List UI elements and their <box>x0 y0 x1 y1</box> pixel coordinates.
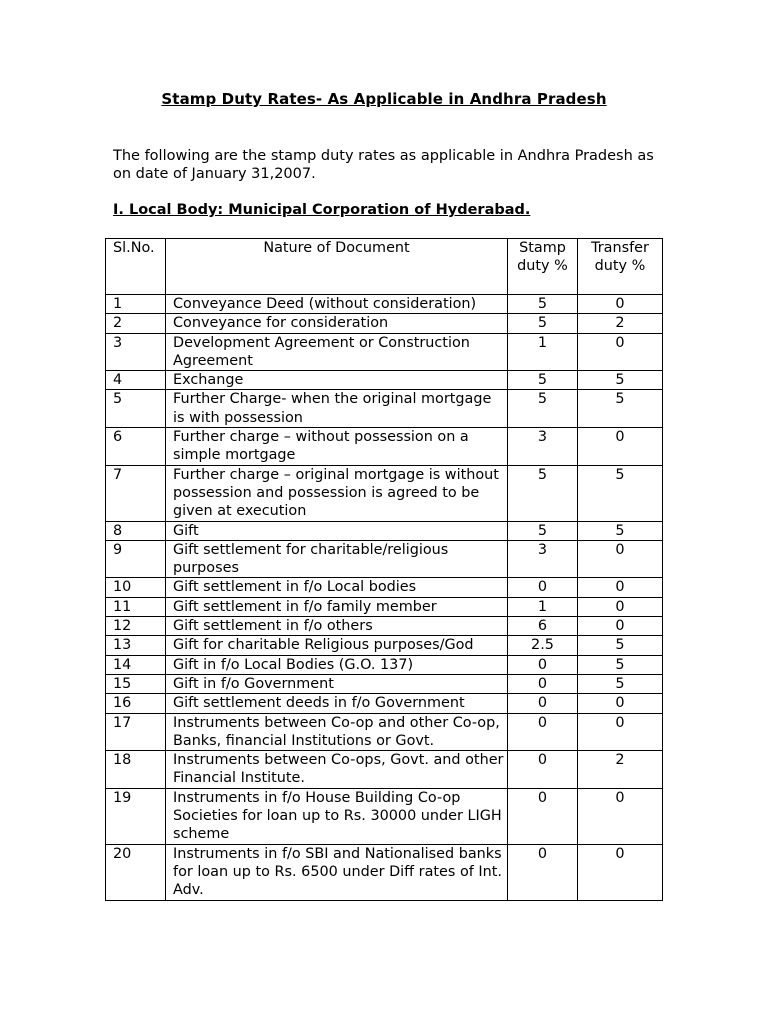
cell-sl-no: 19 <box>106 788 166 844</box>
cell-nature-of-document: Instruments in f/o SBI and Nationalised banks for loan up to Rs. 6500 under Diff rates of Int. Adv. <box>166 844 508 900</box>
header-nature-of-document: Nature of Document <box>166 239 508 295</box>
cell-transfer-duty: 5 <box>578 655 663 674</box>
cell-stamp-duty: 5 <box>508 295 578 314</box>
cell-stamp-duty: 0 <box>508 844 578 900</box>
cell-stamp-duty: 0 <box>508 694 578 713</box>
cell-transfer-duty: 0 <box>578 617 663 636</box>
cell-nature-of-document: Gift <box>166 521 508 540</box>
cell-stamp-duty: 6 <box>508 617 578 636</box>
cell-transfer-duty: 0 <box>578 713 663 751</box>
cell-nature-of-document: Instruments between Co-op and other Co-op, Banks, financial Institutions or Govt. <box>166 713 508 751</box>
cell-transfer-duty: 2 <box>578 751 663 789</box>
cell-transfer-duty: 5 <box>578 465 663 521</box>
cell-sl-no: 11 <box>106 597 166 616</box>
cell-sl-no: 15 <box>106 674 166 693</box>
cell-nature-of-document: Gift settlement in f/o Local bodies <box>166 578 508 597</box>
table-row <box>106 751 663 789</box>
cell-transfer-duty: 5 <box>578 636 663 655</box>
cell-stamp-duty: 0 <box>508 578 578 597</box>
table-header-row <box>106 239 663 295</box>
cell-sl-no: 18 <box>106 751 166 789</box>
cell-nature-of-document: Exchange <box>166 371 508 390</box>
cell-sl-no: 3 <box>106 333 166 371</box>
cell-stamp-duty: 0 <box>508 751 578 789</box>
cell-stamp-duty: 5 <box>508 465 578 521</box>
section-heading: I. Local Body: Municipal Corporation of Hyderabad. <box>113 202 531 218</box>
cell-sl-no: 2 <box>106 314 166 333</box>
cell-stamp-duty: 5 <box>508 371 578 390</box>
cell-nature-of-document: Conveyance Deed (without consideration) <box>166 295 508 314</box>
table-row <box>106 540 663 578</box>
cell-transfer-duty: 0 <box>578 333 663 371</box>
cell-transfer-duty: 2 <box>578 314 663 333</box>
table-body <box>106 295 663 901</box>
table-row <box>106 844 663 900</box>
table-row <box>106 578 663 597</box>
cell-transfer-duty: 0 <box>578 597 663 616</box>
cell-stamp-duty: 0 <box>508 713 578 751</box>
table-row <box>106 371 663 390</box>
cell-transfer-duty: 5 <box>578 521 663 540</box>
cell-transfer-duty: 0 <box>578 295 663 314</box>
table-row <box>106 713 663 751</box>
table-row <box>106 465 663 521</box>
cell-transfer-duty: 0 <box>578 578 663 597</box>
table-row <box>106 788 663 844</box>
table-row <box>106 674 663 693</box>
table-row <box>106 428 663 466</box>
cell-nature-of-document: Gift in f/o Government <box>166 674 508 693</box>
cell-nature-of-document: Gift settlement deeds in f/o Government <box>166 694 508 713</box>
cell-stamp-duty: 1 <box>508 597 578 616</box>
cell-stamp-duty: 5 <box>508 314 578 333</box>
cell-transfer-duty: 5 <box>578 390 663 428</box>
cell-nature-of-document: Gift for charitable Religious purposes/God <box>166 636 508 655</box>
cell-stamp-duty: 2.5 <box>508 636 578 655</box>
cell-stamp-duty: 1 <box>508 333 578 371</box>
cell-sl-no: 14 <box>106 655 166 674</box>
cell-nature-of-document: Further Charge- when the original mortgage is with possession <box>166 390 508 428</box>
cell-sl-no: 6 <box>106 428 166 466</box>
cell-stamp-duty: 0 <box>508 674 578 693</box>
cell-stamp-duty: 3 <box>508 540 578 578</box>
table-row <box>106 617 663 636</box>
table-row <box>106 636 663 655</box>
table-row <box>106 333 663 371</box>
cell-stamp-duty: 0 <box>508 655 578 674</box>
table-row <box>106 314 663 333</box>
cell-nature-of-document: Instruments between Co-ops, Govt. and other Financial Institute. <box>166 751 508 789</box>
cell-transfer-duty: 0 <box>578 694 663 713</box>
cell-transfer-duty: 0 <box>578 844 663 900</box>
cell-sl-no: 20 <box>106 844 166 900</box>
cell-sl-no: 9 <box>106 540 166 578</box>
cell-nature-of-document: Instruments in f/o House Building Co-op Societies for loan up to Rs. 30000 under LIGH scheme <box>166 788 508 844</box>
cell-nature-of-document: Gift settlement in f/o family member <box>166 597 508 616</box>
table-row <box>106 295 663 314</box>
cell-transfer-duty: 0 <box>578 540 663 578</box>
cell-stamp-duty: 3 <box>508 428 578 466</box>
cell-nature-of-document: Conveyance for consideration <box>166 314 508 333</box>
cell-transfer-duty: 5 <box>578 371 663 390</box>
cell-sl-no: 12 <box>106 617 166 636</box>
cell-stamp-duty: 5 <box>508 521 578 540</box>
cell-nature-of-document: Further charge – original mortgage is without possession and possession is agreed to be given at execution <box>166 465 508 521</box>
stamp-duty-table <box>105 238 663 901</box>
cell-stamp-duty: 5 <box>508 390 578 428</box>
cell-sl-no: 1 <box>106 295 166 314</box>
cell-nature-of-document: Further charge – without possession on a simple mortgage <box>166 428 508 466</box>
cell-sl-no: 8 <box>106 521 166 540</box>
cell-nature-of-document: Gift settlement for charitable/religious purposes <box>166 540 508 578</box>
cell-nature-of-document: Gift in f/o Local Bodies (G.O. 137) <box>166 655 508 674</box>
cell-sl-no: 13 <box>106 636 166 655</box>
document-title: Stamp Duty Rates- As Applicable in Andhra Pradesh <box>161 90 607 108</box>
intro-paragraph: The following are the stamp duty rates as applicable in Andhra Pradesh as on date of January 31,2007. <box>113 148 654 182</box>
table-row <box>106 521 663 540</box>
cell-sl-no: 10 <box>106 578 166 597</box>
cell-sl-no: 17 <box>106 713 166 751</box>
cell-sl-no: 16 <box>106 694 166 713</box>
cell-sl-no: 4 <box>106 371 166 390</box>
table-row <box>106 694 663 713</box>
table-row <box>106 597 663 616</box>
cell-transfer-duty: 0 <box>578 788 663 844</box>
cell-nature-of-document: Development Agreement or Construction Agreement <box>166 333 508 371</box>
table-row <box>106 655 663 674</box>
cell-transfer-duty: 5 <box>578 674 663 693</box>
cell-transfer-duty: 0 <box>578 428 663 466</box>
table-row <box>106 390 663 428</box>
cell-stamp-duty: 0 <box>508 788 578 844</box>
header-stamp-duty: Stamp duty % <box>508 239 578 295</box>
cell-sl-no: 7 <box>106 465 166 521</box>
header-sl-no: Sl.No. <box>106 239 166 295</box>
cell-nature-of-document: Gift settlement in f/o others <box>166 617 508 636</box>
cell-sl-no: 5 <box>106 390 166 428</box>
header-transfer-duty: Transfer duty % <box>578 239 663 295</box>
